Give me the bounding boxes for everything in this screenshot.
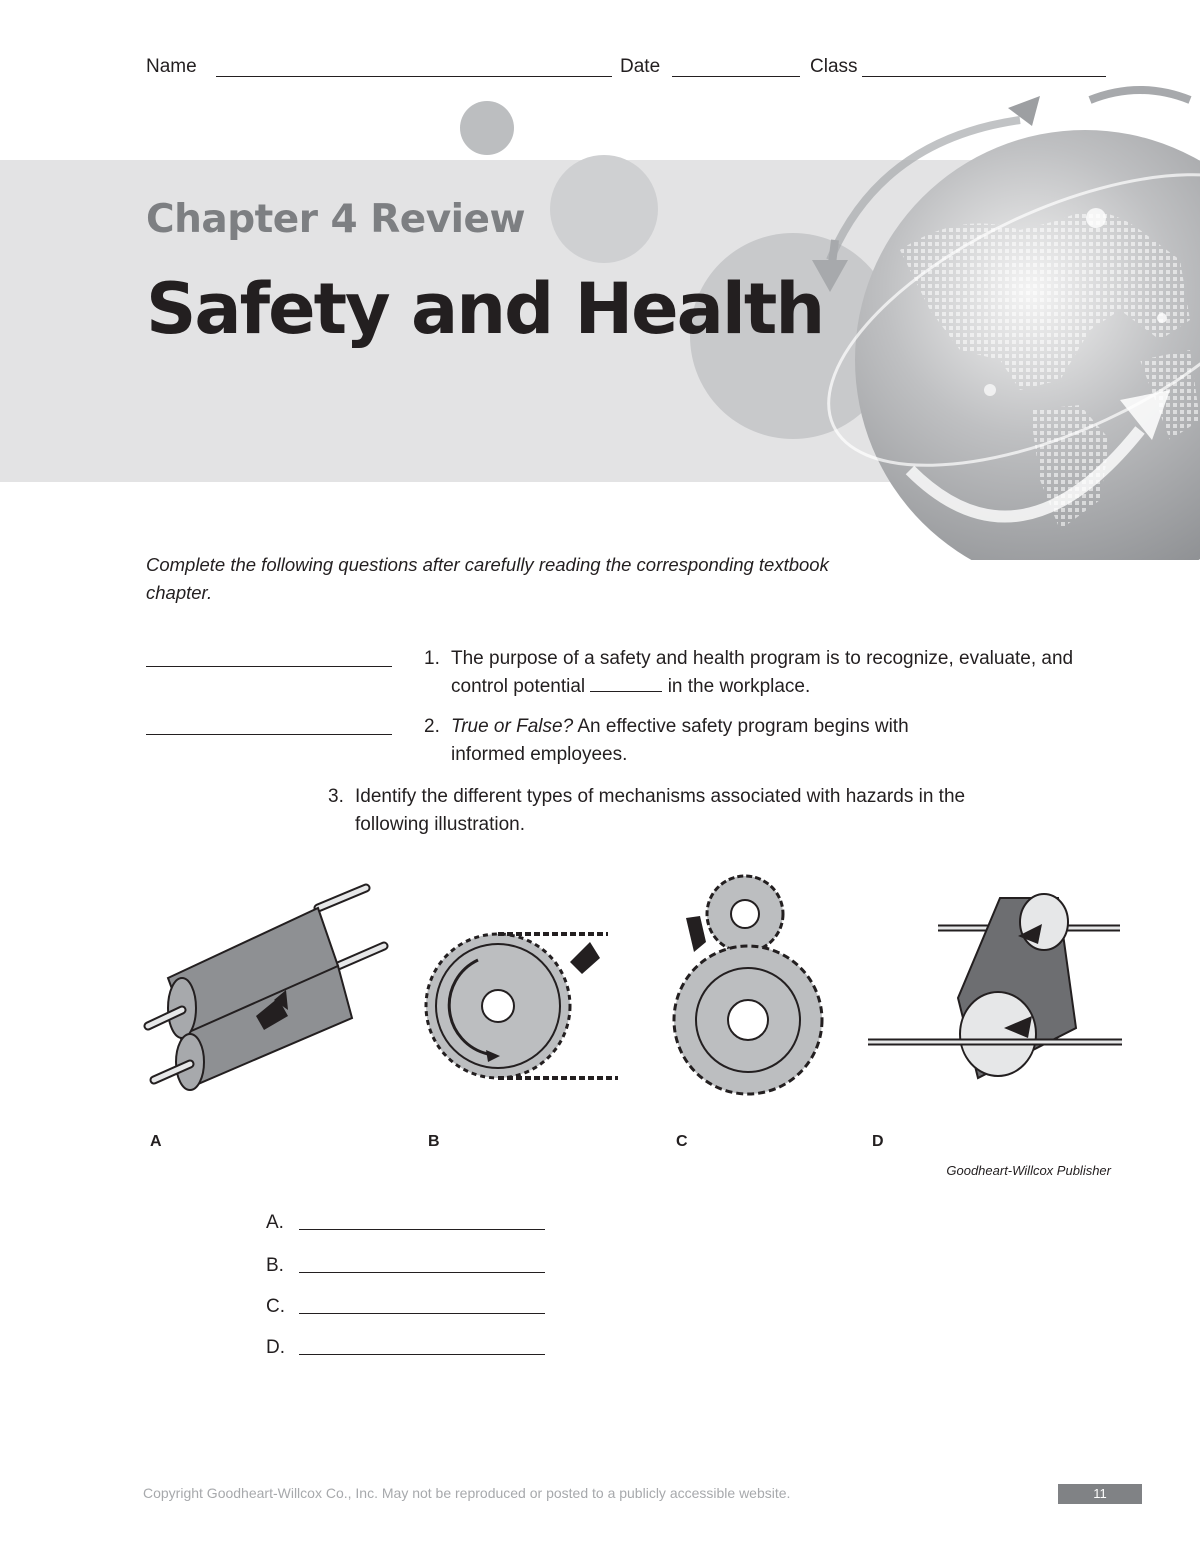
answer-field-1[interactable] — [146, 666, 392, 667]
question-number: 3. — [328, 786, 344, 807]
instructions: Complete the following questions after carefully reading the corresponding textbook chapter. — [146, 554, 829, 603]
copyright-notice: Copyright Goodheart-Willcox Co., Inc. May not be reproduced or posted to a publicly accessible website. — [143, 1485, 791, 1501]
question-1-text — [451, 645, 1101, 701]
chapter-number: Chapter 4 Review — [146, 197, 525, 242]
figure-label-d: D — [872, 1133, 884, 1150]
question-2-emphasis: True or False? — [451, 716, 574, 737]
figure-label-a: A — [150, 1133, 162, 1150]
decorative-circle-medium — [550, 155, 658, 263]
question-1-text-start: The purpose of a safety and health program is to recognize, evaluate, and control potential — [451, 648, 1074, 697]
page-title: Safety and Health — [146, 268, 824, 350]
answer-field-c[interactable] — [299, 1313, 545, 1314]
answer-field-2[interactable] — [146, 734, 392, 735]
answer-label-d: D. — [266, 1337, 285, 1358]
figure-label-c: C — [676, 1133, 688, 1150]
answer-field-d[interactable] — [299, 1354, 545, 1355]
answer-label-a: A. — [266, 1212, 284, 1233]
answer-field-b[interactable] — [299, 1272, 545, 1273]
name-field[interactable] — [216, 76, 612, 77]
class-label: Class — [810, 56, 858, 77]
decorative-circle-small — [460, 101, 514, 155]
answer-field-a[interactable] — [299, 1229, 545, 1230]
gears-illustration — [674, 876, 822, 1094]
belt-pulley-illustration — [868, 894, 1122, 1078]
question-1-text-end: in the workplace. — [662, 676, 811, 697]
question-number: 1. — [424, 648, 440, 669]
page-number: 11 — [1058, 1484, 1142, 1504]
question-2-body: An effective safety program begins with informed employees. — [451, 716, 909, 765]
figure-label-b: B — [428, 1133, 440, 1150]
answer-label-b: B. — [266, 1255, 284, 1276]
question-3-text: Identify the different types of mechanisms associated with hazards in the following illustration. — [355, 786, 966, 835]
question-2-text — [451, 713, 951, 769]
question-1-blank[interactable] — [590, 677, 662, 692]
mechanisms-illustration — [138, 858, 1128, 1106]
answer-label-c: C. — [266, 1296, 285, 1317]
globe-icon — [760, 60, 1200, 560]
name-label: Name — [146, 56, 197, 77]
date-label: Date — [620, 56, 661, 77]
rollers-illustration — [148, 888, 384, 1090]
figure-credit: Goodheart-Willcox Publisher — [946, 1163, 1111, 1178]
chain-sprocket-illustration — [426, 934, 618, 1078]
question-number: 2. — [424, 716, 440, 737]
